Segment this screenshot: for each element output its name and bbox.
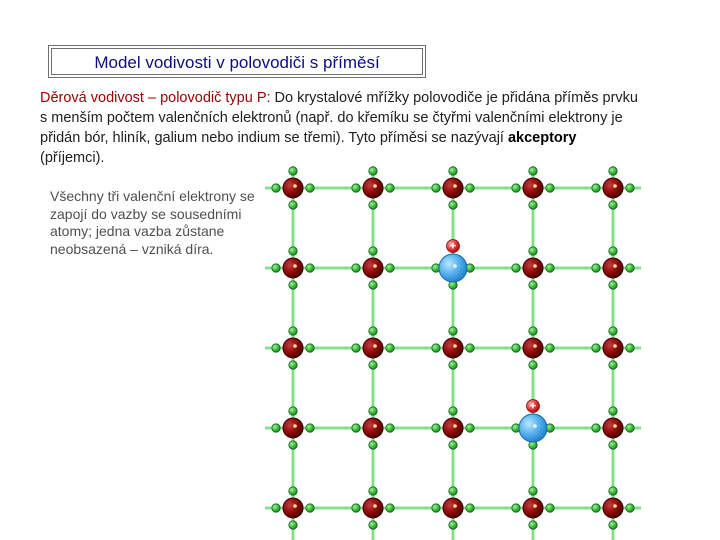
valence-electron — [369, 201, 377, 209]
hole-note: Všechny tři valenční elektrony se zapojí do vazby se sousedními atomy; jedna vazba zůstane neobsazená – vzniká díra. — [50, 188, 255, 257]
valence-electron — [529, 361, 537, 369]
lattice-atom — [443, 498, 463, 518]
valence-electron — [306, 264, 314, 272]
atom-highlight — [293, 504, 297, 508]
valence-electron — [306, 424, 314, 432]
lattice-atom — [363, 498, 383, 518]
valence-electron — [529, 247, 537, 255]
hole-marker — [447, 240, 460, 253]
valence-electron — [369, 521, 377, 529]
valence-electron — [352, 264, 360, 272]
atom-highlight — [453, 344, 457, 348]
valence-electron — [449, 407, 457, 415]
hole-marker — [527, 400, 540, 413]
lattice-atom — [363, 258, 383, 278]
valence-electron — [512, 264, 520, 272]
valence-electron — [609, 167, 617, 175]
valence-electron — [626, 184, 634, 192]
atom-highlight — [613, 504, 617, 508]
atom-highlight — [293, 264, 297, 268]
acceptor-atom — [519, 414, 547, 442]
valence-electron — [529, 327, 537, 335]
valence-electron — [466, 344, 474, 352]
intro-keyword: akceptory — [507, 130, 577, 146]
valence-electron — [272, 424, 280, 432]
page-title: Model vodivosti v polovodiči s příměsí — [94, 53, 380, 72]
valence-electron — [449, 327, 457, 335]
valence-electron — [432, 424, 440, 432]
atom-highlight — [533, 504, 537, 508]
valence-electron — [626, 424, 634, 432]
valence-electron — [289, 521, 297, 529]
valence-electron — [512, 504, 520, 512]
valence-electron — [592, 344, 600, 352]
lattice-atom — [603, 498, 623, 518]
lattice-atom — [443, 418, 463, 438]
valence-electron — [432, 344, 440, 352]
valence-electron — [609, 247, 617, 255]
valence-electron — [369, 407, 377, 415]
atom-highlight — [373, 504, 377, 508]
valence-electron — [449, 521, 457, 529]
valence-electron — [306, 344, 314, 352]
valence-electron — [352, 504, 360, 512]
valence-electron — [609, 201, 617, 209]
valence-electron — [529, 167, 537, 175]
valence-electron — [386, 504, 394, 512]
valence-electron — [369, 281, 377, 289]
valence-electron — [592, 184, 600, 192]
valence-electron — [272, 184, 280, 192]
valence-electron — [609, 407, 617, 415]
atom-highlight — [453, 424, 457, 428]
atom-highlight — [613, 184, 617, 188]
atom-highlight — [373, 184, 377, 188]
lattice-atom — [283, 258, 303, 278]
valence-electron — [466, 504, 474, 512]
atom-highlight — [373, 344, 377, 348]
valence-electron — [306, 504, 314, 512]
valence-electron — [529, 201, 537, 209]
valence-electron — [449, 441, 457, 449]
lattice-atom — [363, 338, 383, 358]
valence-electron — [272, 504, 280, 512]
acceptor-highlight — [453, 264, 457, 268]
lattice-atom — [603, 178, 623, 198]
valence-electron — [546, 344, 554, 352]
atom-highlight — [533, 184, 537, 188]
intro-lead: Děrová vodivost – polovodič typu P: — [40, 90, 271, 106]
valence-electron — [386, 184, 394, 192]
valence-electron — [369, 167, 377, 175]
valence-electron — [289, 247, 297, 255]
valence-electron — [369, 441, 377, 449]
acceptor-atom — [439, 254, 467, 282]
valence-electron — [512, 344, 520, 352]
valence-electron — [546, 504, 554, 512]
valence-electron — [432, 504, 440, 512]
valence-electron — [592, 504, 600, 512]
valence-electron — [386, 344, 394, 352]
valence-electron — [289, 487, 297, 495]
valence-electron — [546, 184, 554, 192]
valence-electron — [449, 167, 457, 175]
atom-highlight — [613, 344, 617, 348]
atom-highlight — [533, 264, 537, 268]
valence-electron — [289, 407, 297, 415]
intro-body: Do krystalové mřížky polovodiče je přidána příměs prvku s menším počtem valenčních elektronů (např. do křemíku se čtyřmi valenčními elektrony je přidán bór, hliník, galium nebo indium se třemi). Tyto příměsi se nazývají — [40, 90, 638, 146]
atom-highlight — [293, 184, 297, 188]
valence-electron — [609, 281, 617, 289]
atom-highlight — [613, 424, 617, 428]
valence-electron — [306, 184, 314, 192]
valence-electron — [546, 264, 554, 272]
valence-electron — [626, 344, 634, 352]
lattice-atom — [523, 338, 543, 358]
lattice-atom — [603, 258, 623, 278]
valence-electron — [432, 184, 440, 192]
valence-electron — [626, 264, 634, 272]
valence-electron — [609, 441, 617, 449]
valence-electron — [272, 264, 280, 272]
valence-electron — [289, 201, 297, 209]
hole-symbol: + — [529, 400, 537, 413]
valence-electron — [512, 184, 520, 192]
valence-electron — [352, 344, 360, 352]
valence-electron — [289, 327, 297, 335]
valence-electron — [386, 424, 394, 432]
valence-electron — [529, 487, 537, 495]
valence-electron — [529, 521, 537, 529]
atom-highlight — [453, 504, 457, 508]
valence-electron — [609, 361, 617, 369]
valence-electron — [289, 281, 297, 289]
lattice-atom — [363, 418, 383, 438]
valence-electron — [626, 504, 634, 512]
lattice-atom — [283, 498, 303, 518]
valence-electron — [352, 184, 360, 192]
lattice-atom — [523, 178, 543, 198]
lattice-atom — [363, 178, 383, 198]
valence-electron — [272, 344, 280, 352]
lattice-atom — [283, 418, 303, 438]
acceptor-highlight — [533, 424, 537, 428]
atom-highlight — [293, 424, 297, 428]
lattice-atom — [443, 338, 463, 358]
valence-electron — [609, 327, 617, 335]
lattice-atom — [523, 498, 543, 518]
valence-electron — [369, 327, 377, 335]
lattice-atom — [443, 178, 463, 198]
valence-electron — [369, 361, 377, 369]
valence-electron — [466, 184, 474, 192]
intro-tail: (příjemci). — [40, 150, 105, 166]
hole-symbol: + — [449, 240, 457, 253]
valence-electron — [369, 247, 377, 255]
atom-highlight — [453, 184, 457, 188]
valence-electron — [289, 441, 297, 449]
atom-highlight — [373, 264, 377, 268]
valence-electron — [609, 521, 617, 529]
valence-electron — [592, 264, 600, 272]
atom-highlight — [373, 424, 377, 428]
lattice-atom — [283, 338, 303, 358]
atom-highlight — [613, 264, 617, 268]
valence-electron — [592, 424, 600, 432]
atom-highlight — [293, 344, 297, 348]
valence-electron — [369, 487, 377, 495]
lattice-atom — [603, 338, 623, 358]
valence-electron — [386, 264, 394, 272]
valence-electron — [449, 487, 457, 495]
valence-electron — [609, 487, 617, 495]
valence-electron — [352, 424, 360, 432]
valence-electron — [466, 424, 474, 432]
lattice-atom — [603, 418, 623, 438]
valence-electron — [449, 361, 457, 369]
valence-electron — [289, 167, 297, 175]
lattice-atom — [283, 178, 303, 198]
atom-highlight — [533, 344, 537, 348]
valence-electron — [449, 201, 457, 209]
valence-electron — [529, 281, 537, 289]
valence-electron — [289, 361, 297, 369]
lattice-atom — [523, 258, 543, 278]
